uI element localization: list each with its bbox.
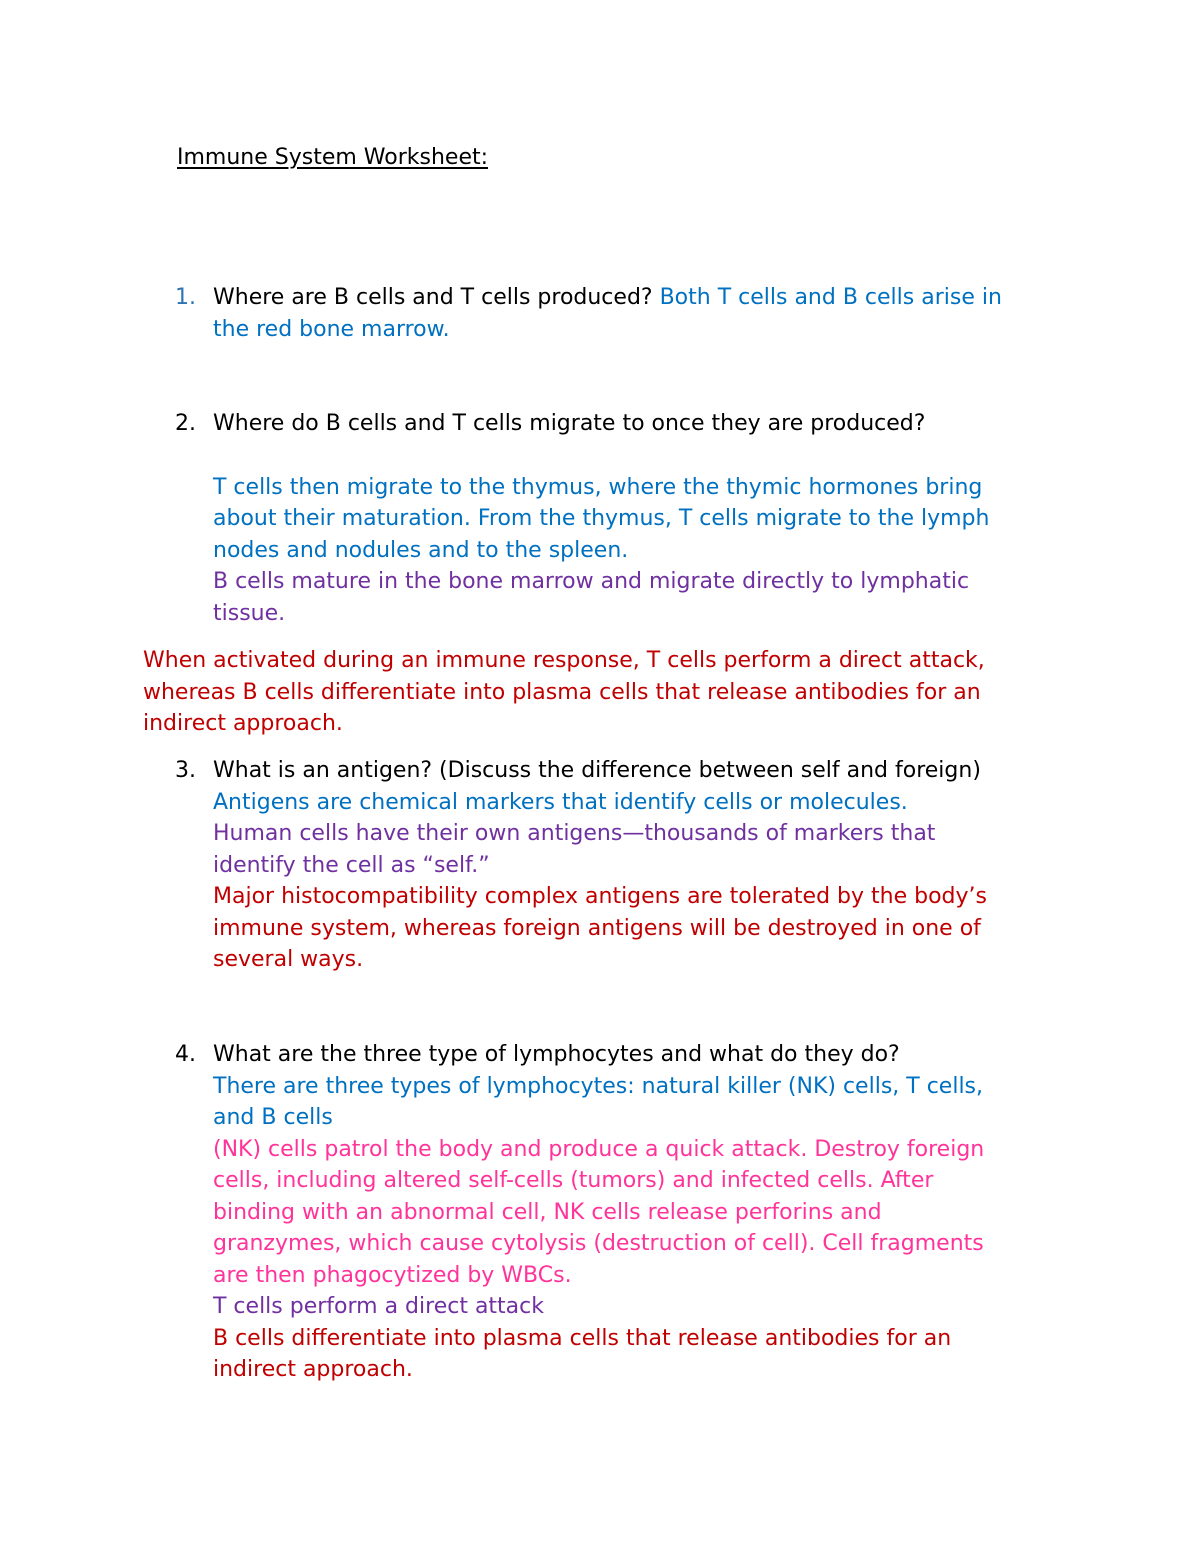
note-line: indirect approach. <box>143 711 343 736</box>
answer-line: and B cells <box>213 1105 333 1130</box>
question-text: What are the three type of lymphocytes and what do they do? <box>213 1042 900 1067</box>
answer-line: cells, including altered self-cells (tumors) and infected cells. After <box>213 1168 934 1193</box>
answer-line: Major histocompatibility complex antigens are tolerated by the body’s <box>213 884 987 909</box>
answer-line: tissue. <box>213 600 286 626</box>
answer-line: (NK) cells patrol the body and produce a quick attack. Destroy foreign <box>213 1136 985 1162</box>
answer-line: B cells differentiate into plasma cells that release antibodies for an <box>213 1325 952 1351</box>
answer-line: binding with an abnormal cell, NK cells release perforins and <box>213 1199 882 1225</box>
question-text: Where are B cells and T cells produced? <box>213 285 653 310</box>
answer-line: indirect approach. <box>213 1357 413 1382</box>
answer-line: granzymes, which cause cytolysis (destruction of cell). Cell fragments <box>213 1231 984 1256</box>
question-number: 4. <box>175 1042 196 1067</box>
question-3 <box>143 755 1083 976</box>
note-line: whereas B cells differentiate into plasma cells that release antibodies for an <box>143 679 981 705</box>
question-text: What is an antigen? (Discuss the difference between self and foreign) <box>213 758 981 783</box>
answer-line: identify the cell as “self.” <box>213 852 490 878</box>
note-line: When activated during an immune response, T cells perform a direct attack, <box>143 648 985 673</box>
answer-line: immune system, whereas foreign antigens will be destroyed in one of <box>213 915 981 941</box>
answer-line: Antigens are chemical markers that identify cells or molecules. <box>213 789 908 815</box>
note-paragraph <box>143 645 1073 740</box>
worksheet-title: Immune System Worksheet: <box>177 145 489 170</box>
question-2 <box>143 408 1083 629</box>
question-number: 3. <box>175 758 196 783</box>
answer-text: the red bone marrow. <box>213 316 450 342</box>
answer-text: Both T cells and B cells arise in <box>659 285 1002 310</box>
question-text: Where do B cells and T cells migrate to once they are produced? <box>213 411 926 436</box>
question-number: 2. <box>175 411 196 436</box>
question-number: 1. <box>175 285 196 310</box>
answer-line: T cells perform a direct attack <box>213 1294 544 1319</box>
question-1 <box>143 282 1083 345</box>
question-4 <box>143 1039 1083 1386</box>
answer-line: T cells then migrate to the thymus, where the thymic hormones bring <box>213 474 983 500</box>
answer-line: about their maturation. From the thymus, T cells migrate to the lymph <box>213 506 990 531</box>
answer-line: There are three types of lymphocytes: natural killer (NK) cells, T cells, <box>213 1073 984 1099</box>
answer-line: nodes and nodules and to the spleen. <box>213 537 629 563</box>
answer-line: B cells mature in the bone marrow and migrate directly to lymphatic <box>213 569 970 594</box>
answer-line: Human cells have their own antigens—thousands of markers that <box>213 821 936 846</box>
answer-line: are then phagocytized by WBCs. <box>213 1262 572 1288</box>
answer-line: several ways. <box>213 947 364 972</box>
